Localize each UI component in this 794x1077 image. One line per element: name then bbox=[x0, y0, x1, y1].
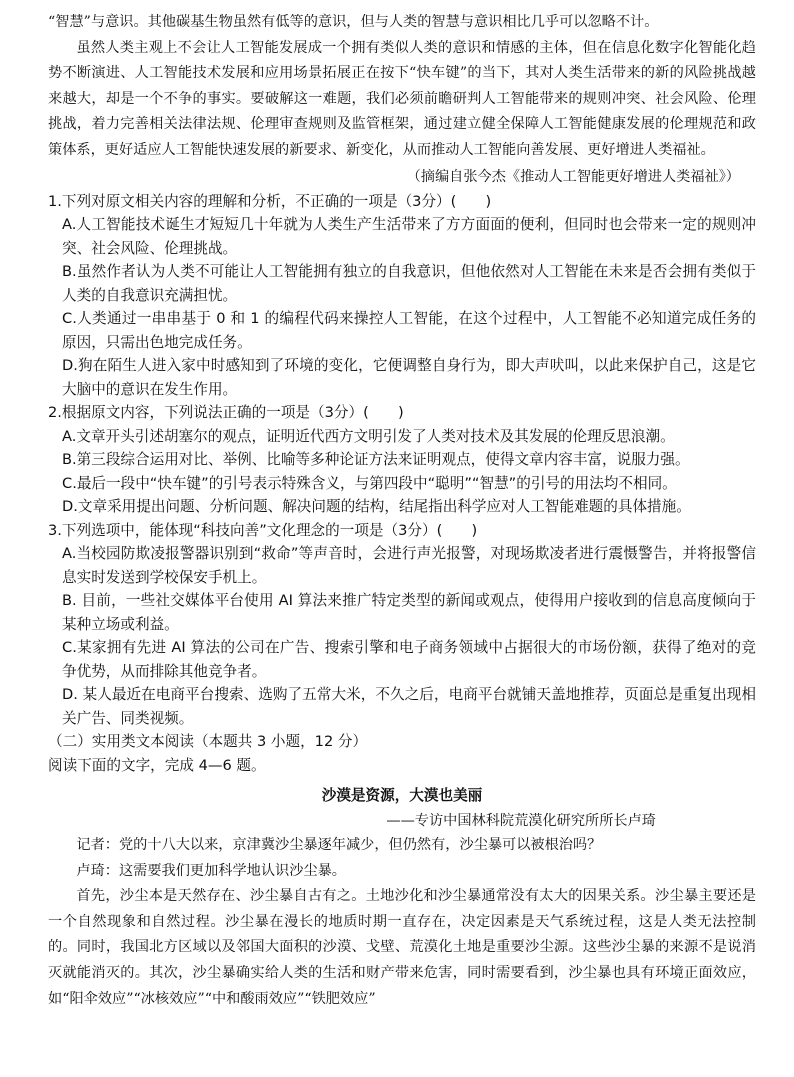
question-option: A.人工智能技术诞生才短短几十年就为人类生产生活带来了方方面面的便利，但同时也会带来一定的规则冲突、社会风险、伦理挑战。 bbox=[62, 216, 756, 257]
article1-paragraph-main: 虽然人类主观上不会让人工智能发展成一个拥有类似人类的意识和情感的主体，但在信息化数字化智能化趋势不断演进、人工智能技术发展和应用场景拓展正在按下“快车键”的当下，其对人类生活带来的新的风险挑战越来越大，却是一个不争的事实。要破解这一难题，我们必须前瞻研判人工智能带来的规则冲突、社会风险、伦理挑战，着力完善相关法律法规、伦理审查规则及监管框架，通过建立健全保障人工智能健康发展的伦理规范和政策体系，更好适应人工智能快速发展的新要求、新变化，从而推动人工智能向善发展、更好增进人类福祉。 bbox=[48, 39, 756, 158]
question-1 bbox=[48, 190, 756, 402]
article1-source: （摘编自张今杰《推动人工智能更好增进人类福祉》） bbox=[406, 168, 740, 185]
question-3 bbox=[48, 519, 756, 731]
question-stem: 2.根据原文内容，下列说法正确的一项是（3分）( ) bbox=[48, 404, 404, 422]
section-heading: （二）实用类文本阅读（本题共 3 小题，12 分） bbox=[48, 733, 368, 751]
question-option: C.某家拥有先进 AI 算法的公司在广告、搜索引擎和电子商务领域中占据很大的市场份额，获得了绝对的竞争优势，从而排除其他竞争者。 bbox=[62, 639, 756, 680]
question-option: D.狗在陌生人进入家中时感知到了环境的变化，它便调整自身行为，即大声吠叫，以此来保护自己，这是它大脑中的意识在发生作用。 bbox=[62, 357, 756, 398]
question-option: A.文章开头引述胡塞尔的观点，证明近代西方文明引发了人类对技术及其发展的伦理反思浪潮。 bbox=[62, 427, 675, 445]
interview-answer: 卢琦：这需要我们更加科学地认识沙尘暴。 bbox=[76, 862, 346, 879]
question-stem: 3.下列选项中，能体现“科技向善”文化理念的一项是（3分）( ) bbox=[48, 521, 478, 539]
question-option: D.文章采用提出问题、分析问题、解决问题的结构，结尾指出科学应对人工智能难题的具体措施。 bbox=[62, 498, 691, 516]
question-option: B.第三段综合运用对比、举例、比喻等多种论证方法来证明观点，使得文章内容丰富，说服力强。 bbox=[62, 451, 690, 469]
question-stem: 1.下列对原文相关内容的理解和分析，不正确的一项是（3分）( ) bbox=[48, 192, 492, 210]
interview-question: 记者：党的十八大以来，京津冀沙尘暴逐年减少，但仍然有，沙尘暴可以被根治吗？ bbox=[76, 837, 602, 854]
article2-title: 沙漠是资源，大漠也美丽 bbox=[321, 787, 483, 805]
question-option: A.当校园防欺凌报警器识别到“救命”等声音时，会进行声光报警，对现场欺凌者进行震慑警告，并将报警信息实时发送到学校保安手机上。 bbox=[62, 545, 756, 586]
question-option: C.人类通过一串串基于 0 和 1 的编程代码来操控人工智能，在这个过程中，人工智能不必知道完成任务的原因，只需出色地完成任务。 bbox=[62, 310, 756, 351]
article2-paragraph-1: 首先，沙尘本是天然存在、沙尘暴自古有之。土地沙化和沙尘暴通常没有太大的因果关系。沙尘暴主要还是一个自然现象和自然过程。沙尘暴在漫长的地质时期一直存在，决定因素是天气系统过程，这是人类无法控制的。同时，我国北方区域以及邻国大面积的沙漠、戈壁、荒漠化土地是重要沙尘源。这些沙尘暴的来源不是说消灭就能消灭的。其次，沙尘暴确实给人类的生活和财产带来危害，同时需要看到，沙尘暴也具有环境正面效应，如“阳伞效应”“冰核效应”“中和酸雨效应”“铁肥效应” bbox=[48, 888, 756, 1007]
question-2 bbox=[48, 401, 756, 519]
article2-subtitle: ——专访中国林科院荒漠化研究所所长卢琦 bbox=[386, 813, 656, 830]
question-option: B.虽然作者认为人类不可能让人工智能拥有独立的自我意识，但他依然对人工智能在未来是否会拥有类似于人类的自我意识充满担忧。 bbox=[62, 263, 756, 304]
question-option: D. 某人最近在电商平台搜索、选购了五常大米，不久之后，电商平台就铺天盖地推荐，页面总是重复出现相关广告、同类视频。 bbox=[62, 686, 756, 727]
question-option: C.最后一段中“快车键”的引号表示特殊含义，与第四段中“聪明”“智慧”的引号的用法均不相同。 bbox=[62, 474, 677, 492]
article1-paragraph-top: “智慧”与意识。其他碳基生物虽然有低等的意识，但与人类的智慧与意识相比几乎可以忽略不计。 bbox=[48, 14, 659, 30]
section-instruction: 阅读下面的文字，完成 4—6 题。 bbox=[48, 756, 266, 774]
question-option: B. 目前，一些社交媒体平台使用 AI 算法来推广特定类型的新闻或观点，使得用户接收到的信息高度倾向于某种立场或利益。 bbox=[62, 592, 756, 633]
